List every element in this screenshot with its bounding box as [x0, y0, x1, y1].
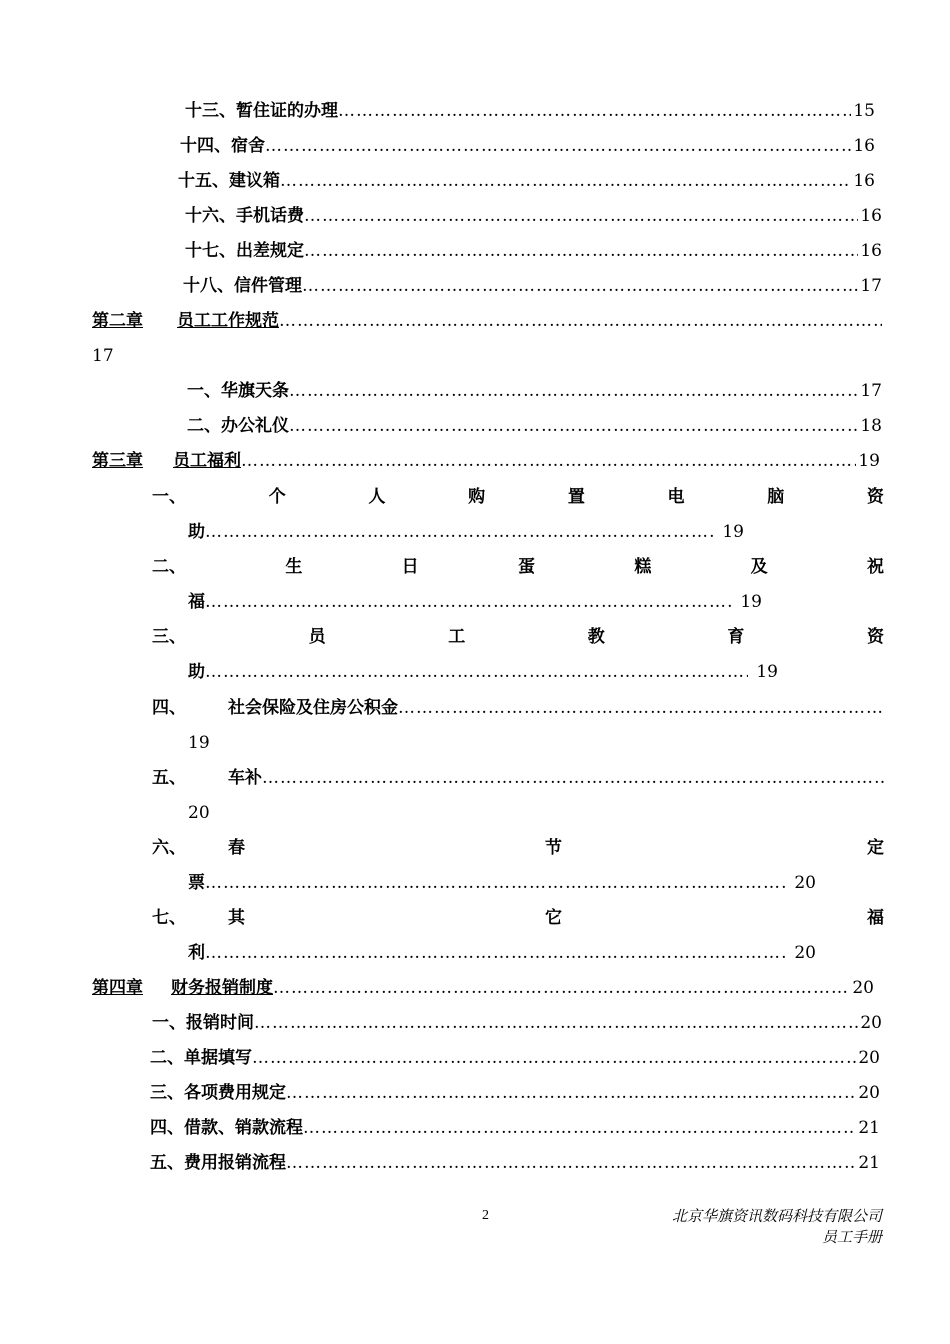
toc-label: 十四、宿舍: [180, 136, 265, 156]
dot-leader: [280, 170, 851, 192]
toc-page: 21: [858, 1153, 880, 1173]
toc-page: 16: [853, 171, 875, 191]
chapter-label: 第二章: [92, 311, 143, 331]
toc-label: 十七、出差规定: [185, 241, 304, 261]
toc-entry-18[interactable]: [183, 275, 882, 297]
toc-chapter-4[interactable]: [92, 977, 874, 999]
spread-char: 生: [285, 557, 303, 577]
spread-char: 人: [368, 487, 386, 507]
toc-num: 七、: [152, 908, 186, 928]
toc-entry-17[interactable]: [185, 240, 882, 262]
spread-char: 员: [308, 627, 326, 647]
toc-entry-3-3-spread[interactable]: [152, 626, 884, 648]
toc-num: 三、: [152, 627, 186, 647]
chapter-title: 财务报销制度: [171, 978, 273, 998]
dot-leader: [205, 872, 786, 894]
toc-page: 17: [860, 381, 882, 401]
toc-entry-15[interactable]: [178, 170, 875, 192]
dot-leader: [273, 977, 850, 999]
toc-label: 福: [188, 592, 205, 612]
toc-num: 四、: [152, 698, 186, 718]
toc-num: 六、: [152, 838, 186, 858]
toc-entry-3-2-cont[interactable]: [188, 591, 762, 613]
toc-entry-2-2[interactable]: [187, 415, 882, 437]
dot-leader: [289, 380, 858, 402]
toc-entry-4-1[interactable]: [152, 1012, 882, 1034]
dot-leader: [205, 661, 748, 683]
toc-entry-3-1-cont[interactable]: [188, 521, 744, 543]
toc-entry-3-4-page: 19: [188, 733, 210, 753]
toc-entry-3-5-page: 20: [188, 803, 210, 823]
page-number: 2: [482, 1208, 489, 1223]
toc-page: 17: [860, 276, 882, 296]
toc-label: 助: [188, 662, 205, 682]
toc-label: 四、借款、销款流程: [150, 1118, 303, 1138]
spread-char: 福: [867, 908, 884, 928]
spread-char: 资: [866, 627, 884, 647]
toc-page: 19: [756, 662, 778, 682]
toc-label: 票: [188, 873, 205, 893]
toc-page: 15: [853, 101, 875, 121]
toc-label: 三、各项费用规定: [150, 1083, 286, 1103]
dot-leader: [265, 135, 851, 157]
spread-char: 资: [866, 487, 884, 507]
chapter-title: 员工工作规范: [177, 311, 279, 331]
spread-char: 定: [867, 838, 884, 858]
dot-leader: [252, 1047, 856, 1069]
toc-label: 二、单据填写: [150, 1048, 252, 1068]
toc-entry-13[interactable]: [185, 100, 875, 122]
toc-page: 19: [722, 522, 744, 542]
toc-label: 利: [188, 943, 205, 963]
spread-char: 工: [448, 627, 466, 647]
spread-char: 置: [567, 487, 585, 507]
toc-page: 19: [858, 451, 880, 471]
dot-leader: [279, 310, 882, 332]
toc-entry-3-4[interactable]: [152, 697, 882, 719]
toc-page: 16: [860, 241, 882, 261]
dot-leader: [304, 205, 858, 227]
spread-char: 糕: [634, 557, 652, 577]
toc-num: 一、: [152, 487, 186, 507]
toc-entry-4-3[interactable]: [150, 1082, 880, 1104]
toc-label: 社会保险及住房公积金: [228, 698, 398, 718]
spread-char: 春: [228, 838, 245, 858]
toc-entry-4-2[interactable]: [150, 1047, 880, 1069]
dot-leader: [303, 1117, 856, 1139]
dot-leader: [302, 275, 858, 297]
toc-label: 一、报销时间: [152, 1013, 254, 1033]
toc-entry-3-6-spread[interactable]: [152, 837, 884, 859]
chapter-title: 员工福利: [173, 451, 241, 471]
toc-label: 一、华旗天条: [187, 381, 289, 401]
dot-leader: [286, 1152, 856, 1174]
spread-char: 日: [401, 557, 419, 577]
toc-entry-3-6-cont[interactable]: [188, 872, 816, 894]
toc-chapter-2[interactable]: [92, 310, 882, 332]
chapter-2-page: 17: [92, 346, 114, 366]
spread-char: 电: [667, 487, 685, 507]
dot-leader: [254, 1012, 858, 1034]
dot-leader: [205, 942, 786, 964]
dot-leader: [289, 415, 858, 437]
toc-entry-14[interactable]: [180, 135, 875, 157]
spread-char: 购: [468, 487, 486, 507]
toc-page: 18: [860, 416, 882, 436]
toc-label: 十五、建议箱: [178, 171, 280, 191]
spread-char: 个: [268, 487, 286, 507]
spread-char: 节: [545, 838, 562, 858]
toc-page: 16: [853, 136, 875, 156]
spread-char: 及: [750, 557, 768, 577]
spread-char: 其: [228, 908, 245, 928]
dot-leader: [205, 521, 714, 543]
toc-entry-3-5[interactable]: [152, 767, 886, 789]
toc-page: 21: [858, 1118, 880, 1138]
toc-label: 车补: [228, 768, 262, 788]
toc-entry-2-1[interactable]: [187, 380, 882, 402]
dot-leader: [304, 240, 858, 262]
toc-page: 20: [860, 1013, 882, 1033]
chapter-label: 第三章: [92, 451, 143, 471]
toc-page: 20: [794, 873, 816, 893]
company-name: 北京华旗资讯数码科技有限公司: [671, 1207, 882, 1225]
toc-page: 20: [852, 978, 874, 998]
toc-label: 二、办公礼仪: [187, 416, 289, 436]
toc-label: 十三、暂住证的办理: [185, 101, 338, 121]
spread-char: 祝: [866, 557, 884, 577]
toc-page: 20: [858, 1083, 880, 1103]
toc-entry-4-5[interactable]: [150, 1152, 880, 1174]
dot-leader: [286, 1082, 856, 1104]
toc-num: 五、: [152, 768, 186, 788]
toc-page: 19: [740, 592, 762, 612]
dot-leader: [262, 767, 886, 789]
toc-entry-3-7-spread[interactable]: [152, 907, 884, 929]
toc-label: 十六、手机话费: [185, 206, 304, 226]
toc-entry-16[interactable]: [185, 205, 882, 227]
toc-page: 20: [794, 943, 816, 963]
spread-char: 育: [727, 627, 745, 647]
dot-leader: [205, 591, 732, 613]
toc-entry-4-4[interactable]: [150, 1117, 880, 1139]
spread-char: 它: [545, 908, 562, 928]
spread-char: 教: [587, 627, 605, 647]
chapter-label: 第四章: [92, 978, 143, 998]
toc-page: 20: [858, 1048, 880, 1068]
toc-chapter-3[interactable]: [92, 450, 880, 472]
dot-leader: [398, 697, 882, 719]
toc-num: 二、: [152, 557, 186, 577]
toc-page: 16: [860, 206, 882, 226]
document-name: 员工手册: [821, 1228, 882, 1246]
spread-char: 蛋: [517, 557, 535, 577]
toc-label: 助: [188, 522, 205, 542]
footer-company: [672, 1206, 882, 1248]
toc-entry-3-7-cont[interactable]: [188, 942, 816, 964]
dot-leader: [338, 100, 851, 122]
spread-char: 脑: [767, 487, 785, 507]
toc-entry-3-3-cont[interactable]: [188, 661, 778, 683]
dot-leader: [241, 450, 856, 472]
toc-entry-3-2-spread[interactable]: [152, 556, 884, 578]
toc-entry-3-1-spread[interactable]: [152, 486, 884, 508]
toc-label: 十八、信件管理: [183, 276, 302, 296]
toc-label: 五、费用报销流程: [150, 1153, 286, 1173]
